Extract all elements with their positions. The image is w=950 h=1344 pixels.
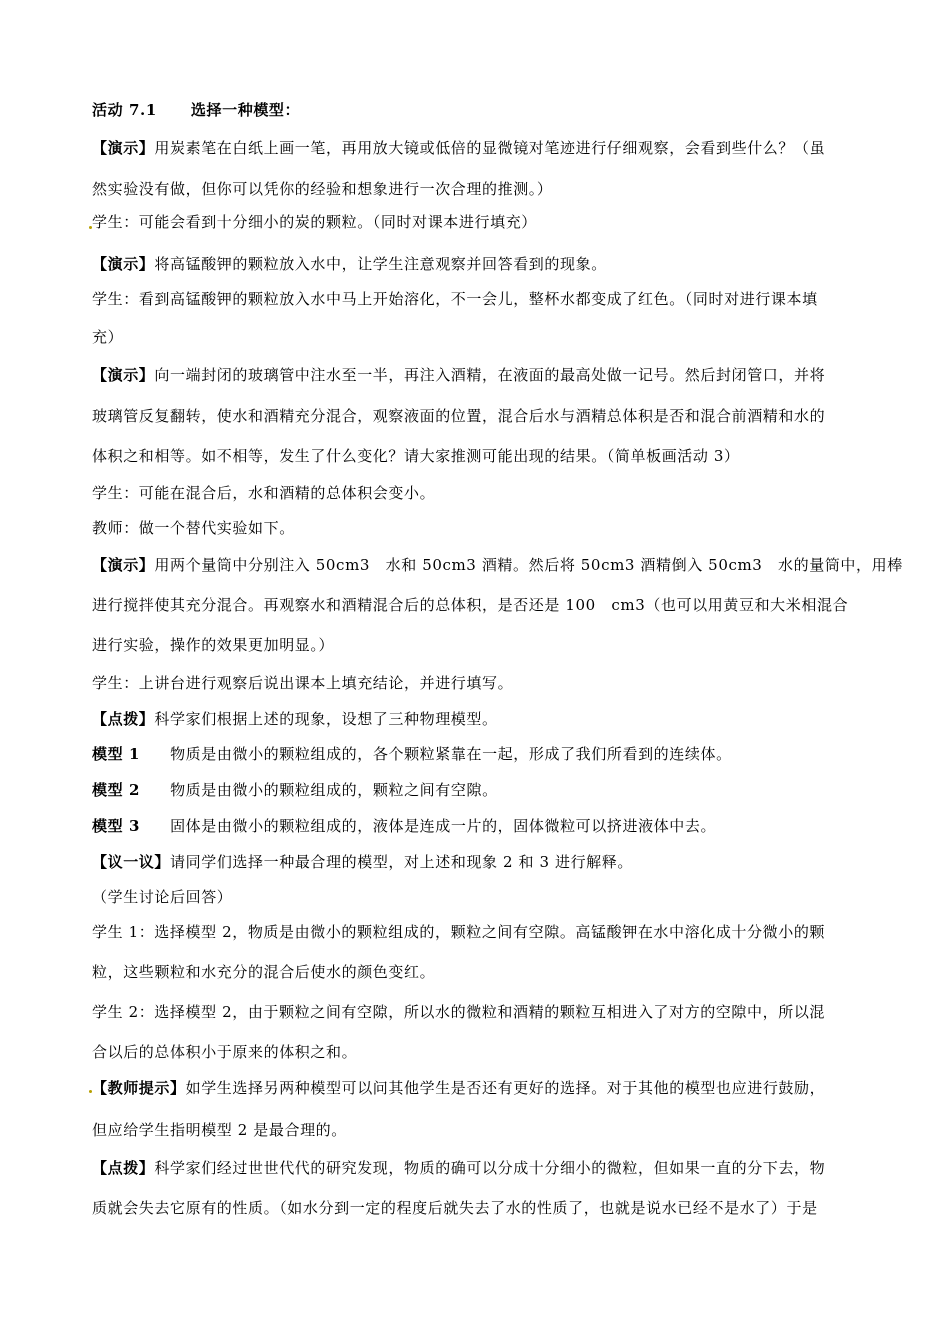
- paragraph-tip-2: [92, 1158, 892, 1178]
- model-3: [92, 816, 892, 836]
- model-label: 模型 1: [92, 745, 141, 763]
- student-2-line-1: 学生 2：选择模型 2，由于颗粒之间有空隙，所以水的微粒和酒精的颗粒互相进入了对方的空隙中，所以混: [92, 1003, 826, 1021]
- model-text: 固体是由微小的颗粒组成的，液体是连成一片的，固体微粒可以挤进液体中去。: [170, 817, 717, 835]
- paragraph-tip-1: [92, 709, 892, 729]
- tag-tip: 【点拨】: [92, 1159, 155, 1177]
- paragraph-demo-3: [92, 365, 892, 385]
- tag-demo: 【演示】: [92, 255, 155, 273]
- activity-heading: [92, 100, 892, 120]
- tag-demo: 【演示】: [92, 139, 155, 157]
- paragraph-teacher-tip: [92, 1078, 892, 1098]
- paragraph-discuss: [92, 852, 892, 872]
- demo-3-line-3: 体积之和相等。如不相等，发生了什么变化？请大家推测可能出现的结果。（简单板画活动 3）: [92, 447, 740, 465]
- student-answer-1: 学生：可能会看到十分细小的炭的颗粒。（同时对课本进行填充）: [92, 213, 537, 231]
- tag-demo: 【演示】: [92, 366, 155, 384]
- student-answer-2-line-1: 学生：看到高锰酸钾的颗粒放入水中马上开始溶化，不一会儿，整杯水都变成了红色。（同时对进行课本填: [92, 290, 818, 308]
- discussion-note: （学生讨论后回答）: [92, 888, 233, 906]
- teacher-tip-line-1: 如学生选择另两种模型可以问其他学生是否还有更好的选择。对于其他的模型也应进行鼓励，: [185, 1079, 826, 1097]
- tag-tip: 【点拨】: [92, 710, 155, 728]
- demo-3-line-2: 玻璃管反复翻转，使水和酒精充分混合，观察液面的位置，混合后水与酒精总体积是否和混合前酒精和水的: [92, 407, 826, 425]
- tag-demo: 【演示】: [92, 556, 155, 574]
- student-2-line-2: 合以后的总体积小于原来的体积之和。: [92, 1043, 358, 1061]
- demo-1-line-1: 用炭素笔在白纸上画一笔，再用放大镜或低倍的显微镜对笔迹进行仔细观察，会看到些什么？（虽: [154, 139, 826, 157]
- student-answer-2-line-2: 充）: [92, 328, 124, 346]
- teacher-note: 教师：做一个替代实验如下。: [92, 519, 295, 537]
- model-text: 物质是由微小的颗粒组成的，各个颗粒紧靠在一起，形成了我们所看到的连续体。: [170, 745, 732, 763]
- demo-1-line-2: 然实验没有做，但你可以凭你的经验和想象进行一次合理的推测。）: [92, 180, 553, 198]
- demo-3-line-1: 向一端封闭的玻璃管中注水至一半，再注入酒精，在液面的最高处做一记号。然后封闭管口，并将: [154, 366, 826, 384]
- student-1-line-1: 学生 1：选择模型 2，物质是由微小的颗粒组成的，颗粒之间有空隙。高锰酸钾在水中溶化成十分微小的颗: [92, 923, 826, 941]
- activity-number: 活动 7.1: [92, 101, 157, 119]
- paragraph-demo-4: [92, 555, 903, 575]
- student-answer-3: 学生：可能在混合后，水和酒精的总体积会变小。: [92, 484, 436, 502]
- demo-4-line-1: 用两个量筒中分别注入 50cm3 水和 50cm3 酒精。然后将 50cm3 酒精倒入 50cm3 水的量筒中，用棒: [154, 556, 903, 574]
- tip-2-line-1: 科学家们经过世世代代的研究发现，物质的确可以分成十分细小的微粒，但如果一直的分下去，物: [154, 1159, 826, 1177]
- model-label: 模型 3: [92, 817, 141, 835]
- paragraph-demo-1: [92, 138, 892, 158]
- model-label: 模型 2: [92, 781, 141, 799]
- demo-4-line-3: 进行实验，操作的效果更加明显。）: [92, 636, 335, 654]
- student-1-line-2: 粒，这些颗粒和水充分的混合后使水的颜色变红。: [92, 963, 436, 981]
- teacher-tip-line-2: 但应给学生指明模型 2 是最合理的。: [92, 1121, 347, 1139]
- demo-4-line-2: 进行搅拌使其充分混合。再观察水和酒精混合后的总体积，是否还是 100 cm3（也可以用黄豆和大米相混合: [92, 596, 849, 614]
- demo-2-text: 将高锰酸钾的颗粒放入水中，让学生注意观察并回答看到的现象。: [154, 255, 607, 273]
- tip-2-line-2: 质就会失去它原有的性质。（如水分到一定的程度后就失去了水的性质了，也就是说水已经不是水了）于是: [92, 1199, 818, 1217]
- paragraph-demo-2: [92, 254, 892, 274]
- activity-title: 选择一种模型：: [190, 101, 301, 119]
- tag-discuss: 【议一议】: [92, 853, 171, 871]
- model-text: 物质是由微小的颗粒组成的，颗粒之间有空隙。: [170, 781, 498, 799]
- model-2: [92, 780, 892, 800]
- student-answer-4: 学生：上讲台进行观察后说出课本上填充结论，并进行填写。: [92, 674, 514, 692]
- tag-teacher-tip: 【教师提示】: [92, 1079, 186, 1097]
- tip-1-text: 科学家们根据上述的现象，设想了三种物理模型。: [154, 710, 498, 728]
- discuss-text: 请同学们选择一种最合理的模型，对上述和现象 2 和 3 进行解释。: [170, 853, 633, 871]
- model-1: [92, 744, 892, 764]
